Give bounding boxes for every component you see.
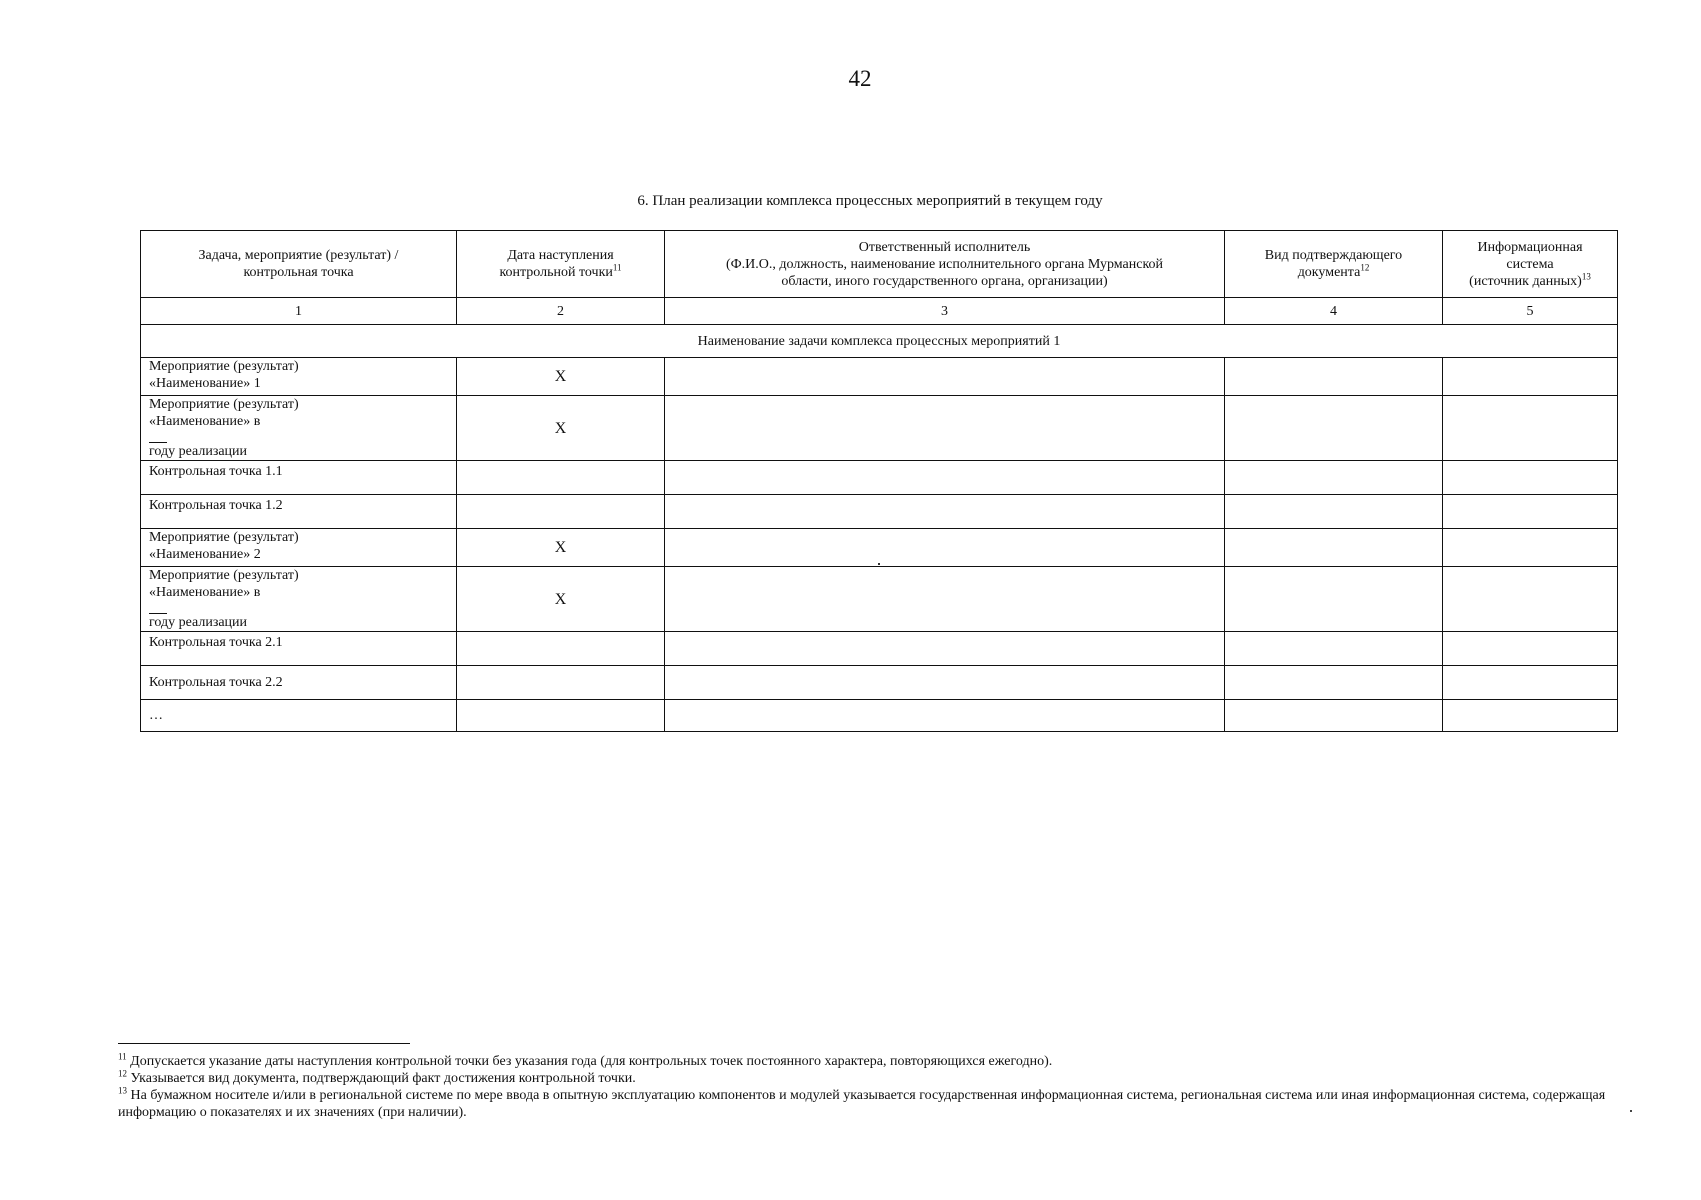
cell [665, 396, 1225, 461]
table-row [141, 529, 1618, 567]
cell [457, 461, 665, 495]
cell [665, 495, 1225, 529]
column-number: 3 [665, 298, 1225, 325]
cell [665, 700, 1225, 732]
cell [1443, 358, 1618, 396]
header-info-system: Информационная система (источник данных)$^{13}$ [1443, 231, 1618, 298]
cell [1443, 700, 1618, 732]
column-number: 4 [1225, 298, 1443, 325]
column-number: 5 [1443, 298, 1618, 325]
control-point-name: Контрольная точка 1.1 [141, 461, 457, 495]
cell [1443, 396, 1618, 461]
footnote-12: $^{12}$ Указывается вид документа, подтверждающий факт достижения контрольной точки. [118, 1068, 636, 1086]
stray-dot [1630, 1110, 1632, 1112]
date-mark: X [457, 358, 665, 396]
table-row [141, 567, 1618, 632]
event-name: Мероприятие (результат) «Наименование» 2 [141, 529, 457, 567]
date-mark: X [457, 529, 665, 567]
table-row [141, 632, 1618, 666]
event-name: Мероприятие (результат) «Наименование» 1 [141, 358, 457, 396]
cell [665, 358, 1225, 396]
table-title: 6. План реализации комплекса процессных мероприятий в текущем году [637, 193, 1103, 209]
footnote-11: $^{11}$ Допускается указание даты наступления контрольной точки без указания года (для контрольных точек постоянного характера, повторяющихся ежегодно). [118, 1051, 1053, 1069]
cell [1443, 567, 1618, 632]
control-point-name: Контрольная точка 2.2 [141, 666, 457, 700]
column-numbers-row [141, 298, 1618, 325]
ellipsis-cell: … [141, 700, 457, 732]
cell [457, 666, 665, 700]
cell [1225, 495, 1443, 529]
header-row [141, 231, 1618, 298]
task-name: Наименование задачи комплекса процессных мероприятий 1 [141, 325, 1618, 358]
cell [665, 529, 1225, 567]
cell [1225, 666, 1443, 700]
header-task: Задача, мероприятие (результат) / контрольная точка [141, 231, 457, 298]
control-point-name: Контрольная точка 2.1 [141, 632, 457, 666]
cell [1225, 632, 1443, 666]
table-row [141, 700, 1618, 732]
cell [1225, 529, 1443, 567]
table-row [141, 396, 1618, 461]
date-mark: X [457, 567, 665, 632]
cell [665, 632, 1225, 666]
cell [1443, 632, 1618, 666]
cell [665, 666, 1225, 700]
page-number: 42 [848, 66, 872, 91]
cell [1443, 666, 1618, 700]
table-row [141, 358, 1618, 396]
blank-line [149, 430, 167, 443]
implementation-plan-table [140, 230, 1618, 732]
table-row [141, 666, 1618, 700]
cell [1225, 358, 1443, 396]
footnote-13: $^{13}$ На бумажном носителе и/или в региональной системе по мере ввода в опытную эксплуатацию компонентов и модулей указывается государственная информационная система, региональная система или иная информационная система, содержащая информацию о показателях и их значениях (при наличии). [118, 1085, 1606, 1120]
cell [1443, 495, 1618, 529]
header-date: Дата наступления контрольной точки$^{11}$ [457, 231, 665, 298]
table-row [141, 461, 1618, 495]
footnote-ref: 11 [612, 262, 622, 273]
column-number: 1 [141, 298, 457, 325]
cell [1443, 461, 1618, 495]
footnote-ref: 13 [1581, 270, 1591, 281]
stray-dot [878, 563, 880, 565]
header-responsible: Ответственный исполнитель (Ф.И.О., должность, наименование исполнительного органа Мурманской области, иного государственного органа, организации) [665, 231, 1225, 298]
task-row [141, 325, 1618, 358]
cell [1225, 567, 1443, 632]
cell [665, 461, 1225, 495]
cell [1225, 396, 1443, 461]
event-name: Мероприятие (результат) «Наименование» в году реализации [141, 396, 457, 461]
date-mark: X [457, 396, 665, 461]
footnotes [118, 1053, 1608, 1121]
cell [457, 700, 665, 732]
cell [1225, 461, 1443, 495]
event-name: Мероприятие (результат) «Наименование» в году реализации [141, 567, 457, 632]
table-row [141, 495, 1618, 529]
column-number: 2 [457, 298, 665, 325]
cell [665, 567, 1225, 632]
blank-line [149, 601, 167, 614]
control-point-name: Контрольная точка 1.2 [141, 495, 457, 529]
footnote-separator [118, 1043, 410, 1044]
header-document: Вид подтверждающего документа$^{12}$ [1225, 231, 1443, 298]
cell [1225, 700, 1443, 732]
cell [1443, 529, 1618, 567]
cell [457, 495, 665, 529]
cell [457, 632, 665, 666]
footnote-ref: 12 [1360, 262, 1370, 273]
